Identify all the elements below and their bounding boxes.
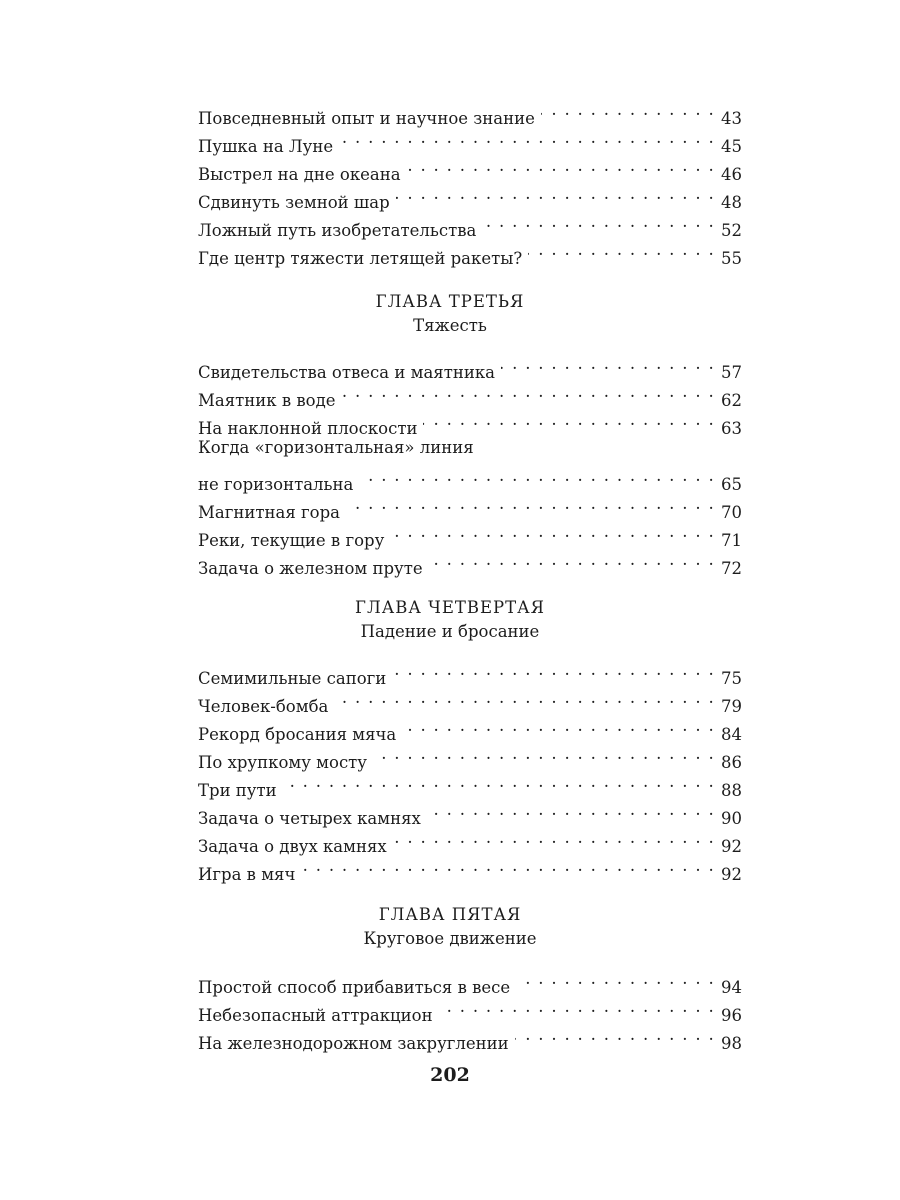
toc-entry[interactable] bbox=[198, 96, 742, 128]
chapter-title: Падение и бросание bbox=[360, 622, 540, 641]
entry-title: Задача о четырех камнях bbox=[198, 809, 421, 828]
entry-title: Задача о железном пруте bbox=[198, 559, 423, 578]
dot-leader bbox=[339, 124, 715, 152]
entry-title: Когда «горизонтальная» линия bbox=[198, 438, 474, 457]
entry-page: 88 bbox=[721, 781, 742, 800]
entry-page: 92 bbox=[721, 837, 742, 856]
entry-page: 55 bbox=[721, 249, 742, 268]
entry-page: 65 bbox=[721, 475, 742, 494]
entry-page: 98 bbox=[721, 1034, 742, 1053]
chapter-heading bbox=[0, 596, 900, 644]
entry-title: Человек-бомба bbox=[198, 697, 329, 716]
chapter-number: ГЛАВА ПЯТАЯ bbox=[378, 905, 522, 924]
toc-entry[interactable] bbox=[198, 656, 742, 688]
entry-title: Где центр тяжести летящей ракеты? bbox=[198, 249, 523, 268]
dot-leader bbox=[528, 236, 715, 264]
entry-page: 75 bbox=[721, 669, 742, 688]
dot-leader bbox=[283, 768, 715, 796]
toc-section bbox=[198, 96, 742, 268]
dot-leader bbox=[482, 208, 715, 236]
entry-title: Небезопасный аттракцион bbox=[198, 1006, 433, 1025]
dot-leader bbox=[541, 96, 715, 124]
dot-leader bbox=[334, 684, 715, 712]
chapter-heading bbox=[0, 903, 900, 951]
entry-title: Выстрел на дне океана bbox=[198, 165, 401, 184]
dot-leader bbox=[501, 350, 715, 378]
entry-page: 86 bbox=[721, 753, 742, 772]
entry-page: 96 bbox=[721, 1006, 742, 1025]
entry-title: Задача о двух камнях bbox=[198, 837, 387, 856]
chapter-number: ГЛАВА ТРЕТЬЯ bbox=[375, 292, 525, 311]
entry-page: 90 bbox=[721, 809, 742, 828]
dot-leader bbox=[407, 152, 715, 180]
dot-leader bbox=[429, 546, 715, 574]
chapter-title: Тяжесть bbox=[413, 316, 487, 335]
entry-page: 57 bbox=[721, 363, 742, 382]
entry-page: 45 bbox=[721, 137, 742, 156]
entry-page: 63 bbox=[721, 419, 742, 438]
entry-title: Три пути bbox=[198, 781, 277, 800]
dot-leader bbox=[515, 1021, 715, 1049]
chapter-number: ГЛАВА ЧЕТВЕРТАЯ bbox=[355, 598, 545, 617]
toc-entry[interactable] bbox=[198, 796, 742, 828]
entry-title: На железнодорожном закруглении bbox=[198, 1034, 509, 1053]
toc-entry[interactable] bbox=[198, 350, 742, 382]
entry-page: 84 bbox=[721, 725, 742, 744]
dot-leader bbox=[393, 824, 715, 852]
entry-title: Магнитная гора bbox=[198, 503, 340, 522]
entry-title: Семимильные сапоги bbox=[198, 669, 387, 688]
entry-title: На наклонной плоскости bbox=[198, 419, 418, 438]
entry-title: Реки, текущие в гору bbox=[198, 531, 385, 550]
dot-leader bbox=[346, 490, 715, 518]
toc-entry-line bbox=[198, 434, 742, 462]
dot-leader bbox=[427, 796, 715, 824]
dot-leader bbox=[373, 740, 715, 768]
entry-title: Игра в мяч bbox=[198, 865, 296, 884]
toc-entry[interactable] bbox=[198, 462, 742, 494]
entry-page: 70 bbox=[721, 503, 742, 522]
chapter-heading bbox=[0, 290, 900, 338]
dot-leader bbox=[516, 965, 715, 993]
entry-page: 62 bbox=[721, 391, 742, 410]
entry-title: Сдвинуть земной шар bbox=[198, 193, 390, 212]
entry-title: Ложный путь изобретательства bbox=[198, 221, 477, 240]
entry-title: Пушка на Луне bbox=[198, 137, 334, 156]
toc-section bbox=[198, 350, 742, 578]
entry-title: Маятник в воде bbox=[198, 391, 336, 410]
dot-leader bbox=[301, 852, 715, 880]
chapter-title: Круговое движение bbox=[363, 929, 537, 948]
entry-page: 94 bbox=[721, 978, 742, 997]
entry-title: Свидетельства отвеса и маятника bbox=[198, 363, 495, 382]
entry-page: 72 bbox=[721, 559, 742, 578]
toc-section bbox=[198, 965, 742, 1053]
entry-page: 43 bbox=[721, 109, 742, 128]
entry-page: 71 bbox=[721, 531, 742, 550]
page-number: 202 bbox=[430, 1064, 470, 1086]
entry-page: 46 bbox=[721, 165, 742, 184]
entry-page: 48 bbox=[721, 193, 742, 212]
entry-title: По хрупкому мосту bbox=[198, 753, 368, 772]
entry-title: Простой способ прибавиться в весе bbox=[198, 978, 511, 997]
entry-page: 92 bbox=[721, 865, 742, 884]
dot-leader bbox=[392, 656, 715, 684]
dot-leader bbox=[396, 180, 715, 208]
entry-page: 52 bbox=[721, 221, 742, 240]
entry-title: не горизонтальна bbox=[198, 475, 354, 494]
dot-leader bbox=[423, 406, 715, 434]
entry-page: 79 bbox=[721, 697, 742, 716]
dot-leader bbox=[439, 993, 715, 1021]
entry-title: Повседневный опыт и научное знание bbox=[198, 109, 535, 128]
toc-section bbox=[198, 656, 742, 884]
entry-title: Рекорд бросания мяча bbox=[198, 725, 397, 744]
dot-leader bbox=[402, 712, 715, 740]
dot-leader bbox=[359, 462, 715, 490]
toc-entry[interactable] bbox=[198, 965, 742, 997]
dot-leader bbox=[390, 518, 715, 546]
dot-leader bbox=[342, 378, 715, 406]
